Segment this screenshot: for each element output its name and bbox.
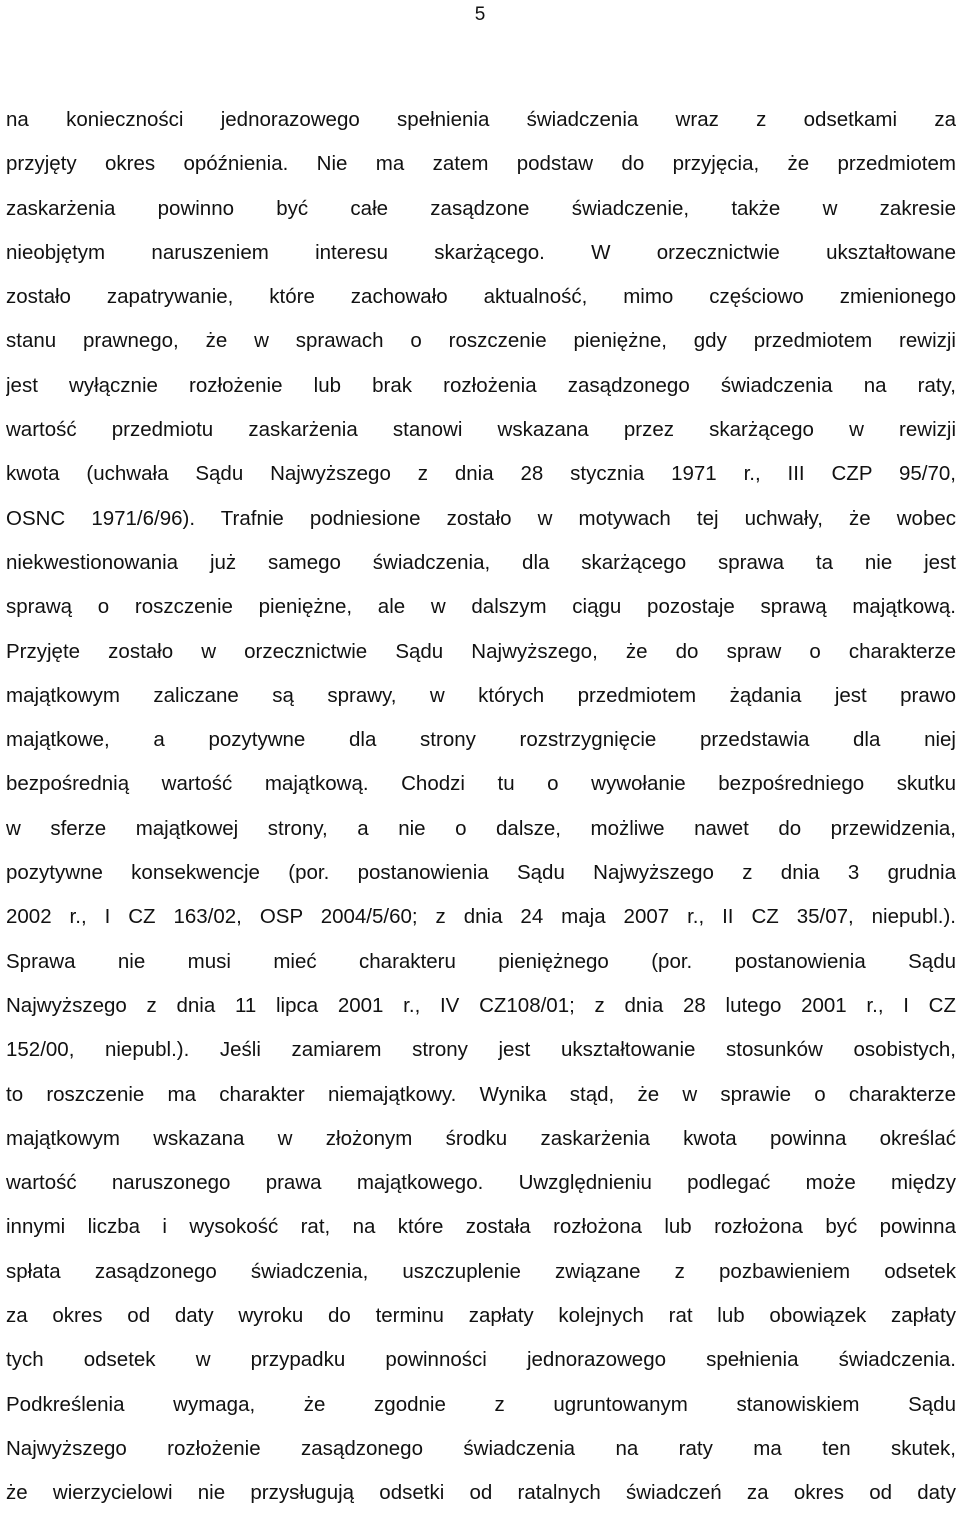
text-line: zostało zapatrywanie, które zachowało aktualność, mimo częściowo zmienionego	[6, 285, 956, 309]
text-line: 152/00, niepubl.). Jeśli zamiarem strony jest ukształtowanie stosunków osobistych,	[6, 1038, 956, 1062]
text-line: wartość przedmiotu zaskarżenia stanowi wskazana przez skarżącego w rewizji	[6, 418, 956, 442]
document-body	[6, 98, 956, 1516]
text-line: OSNC 1971/6/96). Trafnie podniesione zostało w motywach tej uchwały, że wobec	[6, 506, 956, 530]
text-line: pozytywne konsekwencje (por. postanowienia Sądu Najwyższego z dnia 3 grudnia	[6, 861, 956, 885]
text-line: tych odsetek w przypadku powinności jednorazowego spełnienia świadczenia.	[6, 1348, 956, 1372]
text-line: to roszczenie ma charakter niemajątkowy. Wynika stąd, że w sprawie o charakterze	[6, 1082, 956, 1106]
page-number: 5	[474, 4, 486, 25]
text-line: Najwyższego z dnia 11 lipca 2001 r., IV CZ108/01; z dnia 28 lutego 2001 r., I CZ	[6, 993, 956, 1017]
text-line: majątkowe, a pozytywne dla strony rozstrzygnięcie przedstawia dla niej	[6, 728, 956, 752]
text-line: niekwestionowania już samego świadczenia, dla skarżącego sprawa ta nie jest	[6, 550, 956, 574]
text-line: kwota (uchwała Sądu Najwyższego z dnia 28 stycznia 1971 r., III CZP 95/70,	[6, 462, 956, 486]
text-line: spłata zasądzonego świadczenia, uszczuplenie związane z pozbawieniem odsetek	[6, 1259, 956, 1283]
text-line: 2002 r., I CZ 163/02, OSP 2004/5/60; z dnia 24 maja 2007 r., II CZ 35/07, niepubl.).	[6, 905, 956, 929]
text-line: Sprawa nie musi mieć charakteru pieniężnego (por. postanowienia Sądu	[6, 949, 956, 973]
text-line: przyjęty okres opóźnienia. Nie ma zatem podstaw do przyjęcia, że przedmiotem	[6, 152, 956, 176]
text-line: majątkowym wskazana w złożonym środku zaskarżenia kwota powinna określać	[6, 1126, 956, 1150]
text-line: Podkreślenia wymaga, że zgodnie z ugruntowanym stanowiskiem Sądu	[6, 1392, 956, 1416]
text-line: zaskarżenia powinno być całe zasądzone świadczenie, także w zakresie	[6, 196, 956, 220]
text-line: Przyjęte zostało w orzecznictwie Sądu Najwyższego, że do spraw o charakterze	[6, 639, 956, 663]
text-line: nieobjętym naruszeniem interesu skarżącego. W orzecznictwie ukształtowane	[6, 240, 956, 264]
text-line: na konieczności jednorazowego spełnienia świadczenia wraz z odsetkami za	[6, 108, 956, 131]
text-line: bezpośrednią wartość majątkową. Chodzi tu o wywołanie bezpośredniego skutku	[6, 772, 956, 796]
text-line: wartość naruszonego prawa majątkowego. Uwzględnieniu podlegać może między	[6, 1171, 956, 1195]
text-line: w sferze majątkowej strony, a nie o dalsze, możliwe nawet do przewidzenia,	[6, 816, 956, 840]
text-line: jest wyłącznie rozłożenie lub brak rozłożenia zasądzonego świadczenia na raty,	[6, 373, 956, 397]
text-line: majątkowym zaliczane są sprawy, w których przedmiotem żądania jest prawo	[6, 683, 956, 707]
text-line: innymi liczba i wysokość rat, na które została rozłożona lub rozłożona być powinna	[6, 1215, 956, 1239]
text-line: za okres od daty wyroku do terminu zapłaty kolejnych rat lub obowiązek zapłaty	[6, 1304, 956, 1328]
text-line: że wierzycielowi nie przysługują odsetki od ratalnych świadczeń za okres od daty	[6, 1481, 956, 1505]
text-line: sprawą o roszczenie pieniężne, ale w dalszym ciągu pozostaje sprawą majątkową.	[6, 595, 956, 619]
text-line: stanu prawnego, że w sprawach o roszczenie pieniężne, gdy przedmiotem rewizji	[6, 329, 956, 353]
text-line: Najwyższego rozłożenie zasądzonego świadczenia na raty ma ten skutek,	[6, 1436, 956, 1460]
